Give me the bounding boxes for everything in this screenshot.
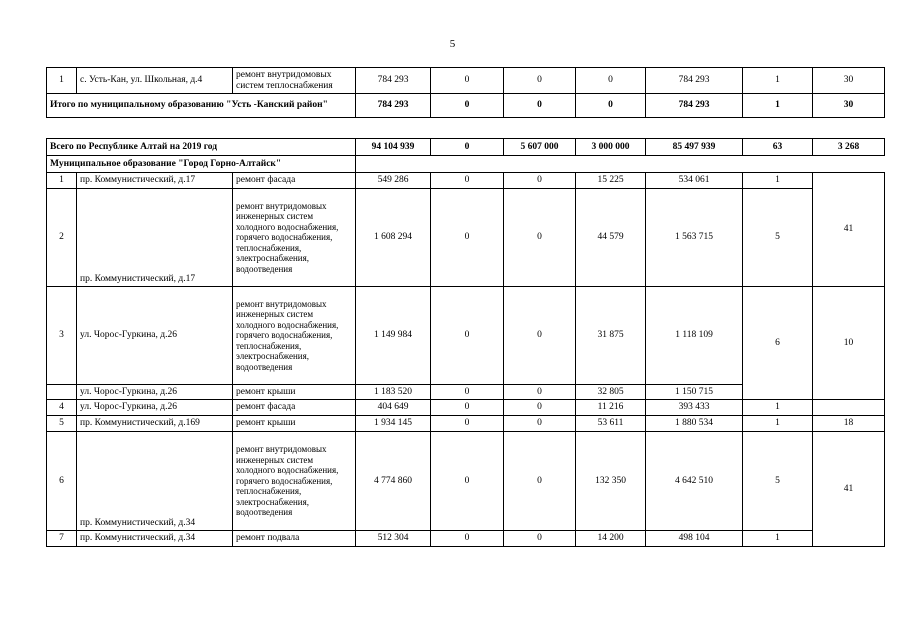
work-type-cell: ремонт подвала — [233, 531, 356, 547]
value-cell: 5 607 000 — [504, 139, 576, 156]
work-type-cell: ремонт фасада — [233, 173, 356, 189]
merged-value-cell: 10 — [813, 287, 885, 400]
work-type-cell: ремонт крыши — [233, 416, 356, 432]
row-number: 5 — [47, 416, 77, 432]
row-number: 1 — [47, 173, 77, 189]
value-cell: 15 225 — [576, 173, 646, 189]
municipality-header-row — [47, 156, 885, 173]
value-cell: 0 — [431, 68, 504, 94]
table-row — [47, 173, 885, 189]
value-cell: 44 579 — [576, 189, 646, 287]
value-cell: 1 149 984 — [356, 287, 431, 385]
value-cell: 1 — [743, 68, 813, 94]
value-cell: 85 497 939 — [646, 139, 743, 156]
value-cell: 1 608 294 — [356, 189, 431, 287]
value-cell: 1 — [743, 416, 813, 432]
page-number: 5 — [449, 38, 456, 50]
address-cell: ул. Чорос-Гуркина, д.26 — [77, 287, 233, 385]
value-cell: 534 061 — [646, 173, 743, 189]
total-cost-cell: 784 293 — [356, 68, 431, 94]
value-cell: 1 150 715 — [646, 385, 743, 400]
value-cell: 0 — [504, 287, 576, 385]
value-cell: 1 — [743, 531, 813, 547]
value-cell: 1 — [743, 173, 813, 189]
ust-kan-table — [46, 67, 885, 118]
value-cell: 5 — [743, 432, 813, 531]
value-cell: 0 — [504, 385, 576, 400]
value-cell: 1 — [743, 400, 813, 416]
table-row — [47, 189, 885, 287]
merged-value-cell: 41 — [813, 173, 885, 287]
address-cell: ул. Чорос-Гуркина, д.26 — [77, 385, 233, 400]
value-cell: 0 — [431, 139, 504, 156]
work-type-cell: ремонт крыши — [233, 385, 356, 400]
table-row — [47, 400, 885, 416]
value-cell: 1 563 715 — [646, 189, 743, 287]
value-cell: 94 104 939 — [356, 139, 431, 156]
value-cell: 0 — [431, 287, 504, 385]
address-cell: пр. Коммунистический, д.169 — [77, 416, 233, 432]
row-number: 1 — [47, 68, 77, 94]
value-cell: 14 200 — [576, 531, 646, 547]
value-cell: 0 — [504, 400, 576, 416]
municipality-label: Муниципальное образование "Город Горно-Алтайск" — [47, 156, 356, 173]
value-cell: 32 805 — [576, 385, 646, 400]
table-row — [47, 68, 885, 94]
value-cell: 63 — [743, 139, 813, 156]
table-row — [47, 416, 885, 432]
value-cell: 784 293 — [356, 94, 431, 118]
value-cell: 0 — [504, 68, 576, 94]
value-cell: 1 183 520 — [356, 385, 431, 400]
republic-total-row — [47, 139, 885, 156]
value-cell: 0 — [431, 189, 504, 287]
value-cell: 3 000 000 — [576, 139, 646, 156]
value-cell: 11 216 — [576, 400, 646, 416]
work-type-cell: ремонт внутридомовых систем теплоснабжения — [233, 68, 356, 94]
value-cell: 3 268 — [813, 139, 885, 156]
value-cell: 31 875 — [576, 287, 646, 385]
value-cell: 0 — [504, 189, 576, 287]
value-cell: 1 118 109 — [646, 287, 743, 385]
row-number: 3 — [47, 287, 77, 385]
value-cell: 4 642 510 — [646, 432, 743, 531]
gorno-altaysk-table — [46, 138, 885, 547]
municipality-total-row — [47, 94, 885, 118]
value-cell: 53 611 — [576, 416, 646, 432]
value-cell: 5 — [743, 189, 813, 287]
value-cell: 0 — [504, 432, 576, 531]
total-label: Итого по муниципальному образованию "Усть -Канский район" — [47, 94, 356, 118]
total-label: Всего по Республике Алтай на 2019 год — [47, 139, 356, 156]
value-cell: 0 — [431, 432, 504, 531]
empty-cell — [813, 400, 885, 416]
value-cell: 132 350 — [576, 432, 646, 531]
value-cell: 0 — [504, 94, 576, 118]
value-cell: 784 293 — [646, 94, 743, 118]
row-number: 6 — [47, 432, 77, 531]
address-cell: ул. Чорос-Гуркина, д.26 — [77, 400, 233, 416]
address-cell: пр. Коммунистический, д.17 — [77, 173, 233, 189]
value-cell: 0 — [504, 416, 576, 432]
merged-value-cell: 6 — [743, 287, 813, 400]
value-cell: 1 880 534 — [646, 416, 743, 432]
value-cell: 404 649 — [356, 400, 431, 416]
address-cell: пр. Коммунистический, д.34 — [77, 432, 233, 531]
value-cell: 1 934 145 — [356, 416, 431, 432]
value-cell: 0 — [504, 531, 576, 547]
value-cell: 0 — [431, 400, 504, 416]
value-cell: 18 — [813, 416, 885, 432]
address-cell: с. Усть-Кан, ул. Школьная, д.4 — [77, 68, 233, 94]
table-row — [47, 432, 885, 531]
value-cell: 0 — [431, 416, 504, 432]
value-cell: 549 286 — [356, 173, 431, 189]
value-cell: 0 — [576, 68, 646, 94]
value-cell: 0 — [431, 173, 504, 189]
row-number: 7 — [47, 531, 77, 547]
work-type-cell: ремонт внутридомовых инженерных систем холодного водоснабжения, горячего водоснабжения, теплоснабжения, электроснабжения, водоотведения — [233, 287, 356, 385]
address-cell: пр. Коммунистический, д.34 — [77, 531, 233, 547]
value-cell: 0 — [431, 531, 504, 547]
table-row — [47, 287, 885, 385]
value-cell: 393 433 — [646, 400, 743, 416]
value-cell: 30 — [813, 94, 885, 118]
value-cell: 512 304 — [356, 531, 431, 547]
value-cell: 0 — [431, 385, 504, 400]
value-cell: 0 — [431, 94, 504, 118]
table-row — [47, 531, 885, 547]
work-type-cell: ремонт внутридомовых инженерных систем холодного водоснабжения, горячего водоснабжения, теплоснабжения, электроснабжения, водоотведения — [233, 432, 356, 531]
work-type-cell: ремонт внутридомовых инженерных систем холодного водоснабжения, горячего водоснабжения, теплоснабжения, электроснабжения, водоотведения — [233, 189, 356, 287]
work-type-cell: ремонт фасада — [233, 400, 356, 416]
value-cell: 4 774 860 — [356, 432, 431, 531]
row-number: 2 — [47, 189, 77, 287]
row-number — [47, 385, 77, 400]
value-cell: 498 104 — [646, 531, 743, 547]
row-number: 4 — [47, 400, 77, 416]
merged-value-cell: 41 — [813, 432, 885, 547]
value-cell: 0 — [504, 173, 576, 189]
address-cell: пр. Коммунистический, д.17 — [77, 189, 233, 287]
value-cell: 30 — [813, 68, 885, 94]
value-cell: 1 — [743, 94, 813, 118]
value-cell: 784 293 — [646, 68, 743, 94]
value-cell: 0 — [576, 94, 646, 118]
